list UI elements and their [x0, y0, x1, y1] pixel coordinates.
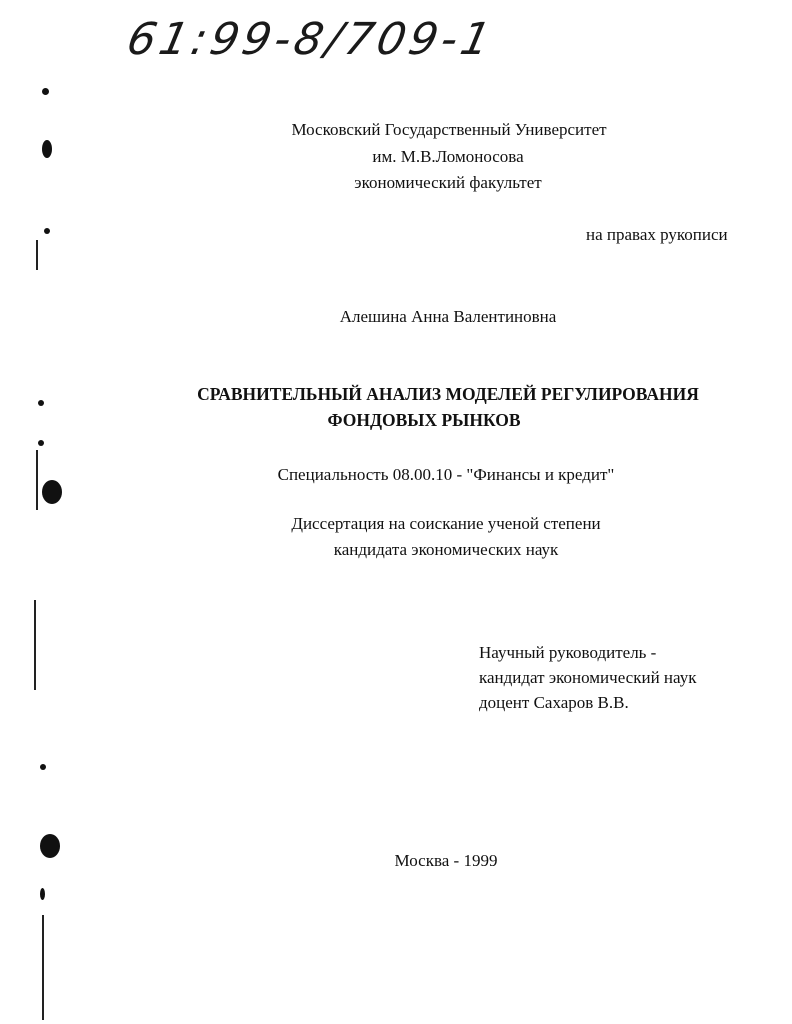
manuscript-note: на правах рукописи [586, 225, 728, 244]
edge-mark [36, 240, 38, 270]
dissertation-title-line-2: ФОНДОВЫХ РЫНКОВ [327, 410, 521, 430]
binding-mark [44, 228, 50, 234]
supervisor-label: Научный руководитель - [479, 643, 657, 662]
handwritten-archive-code: 61:99-8/709-1 [122, 14, 499, 65]
edge-mark [36, 450, 38, 510]
author-name: Алешина Анна Валентиновна [339, 307, 557, 326]
city-year: Москва - 1999 [394, 851, 498, 870]
binding-mark [40, 888, 45, 900]
binding-hole [42, 140, 52, 158]
degree-line-2: кандидата экономических наук [333, 540, 559, 559]
supervisor-degree: кандидат экономический наук [479, 668, 697, 687]
binding-hole [42, 480, 62, 504]
edge-mark [42, 915, 44, 1020]
university-name: Московский Государственный Университет [291, 120, 607, 139]
supervisor-name: доцент Сахаров В.В. [479, 693, 629, 712]
university-named-after: им. М.В.Ломоносова [372, 147, 524, 166]
binding-hole [40, 834, 60, 858]
specialty: Специальность 08.00.10 - "Финансы и кредит" [277, 465, 615, 484]
dissertation-title-line-1: СРАВНИТЕЛЬНЫЙ АНАЛИЗ МОДЕЛЕЙ РЕГУЛИРОВАНИЯ [197, 384, 699, 404]
binding-mark [40, 764, 46, 770]
binding-mark [38, 400, 44, 406]
binding-mark [38, 440, 44, 446]
faculty-name: экономический факультет [354, 173, 542, 192]
edge-mark [34, 600, 36, 690]
degree-line-1: Диссертация на соискание ученой степени [291, 514, 601, 533]
binding-mark [42, 88, 49, 95]
